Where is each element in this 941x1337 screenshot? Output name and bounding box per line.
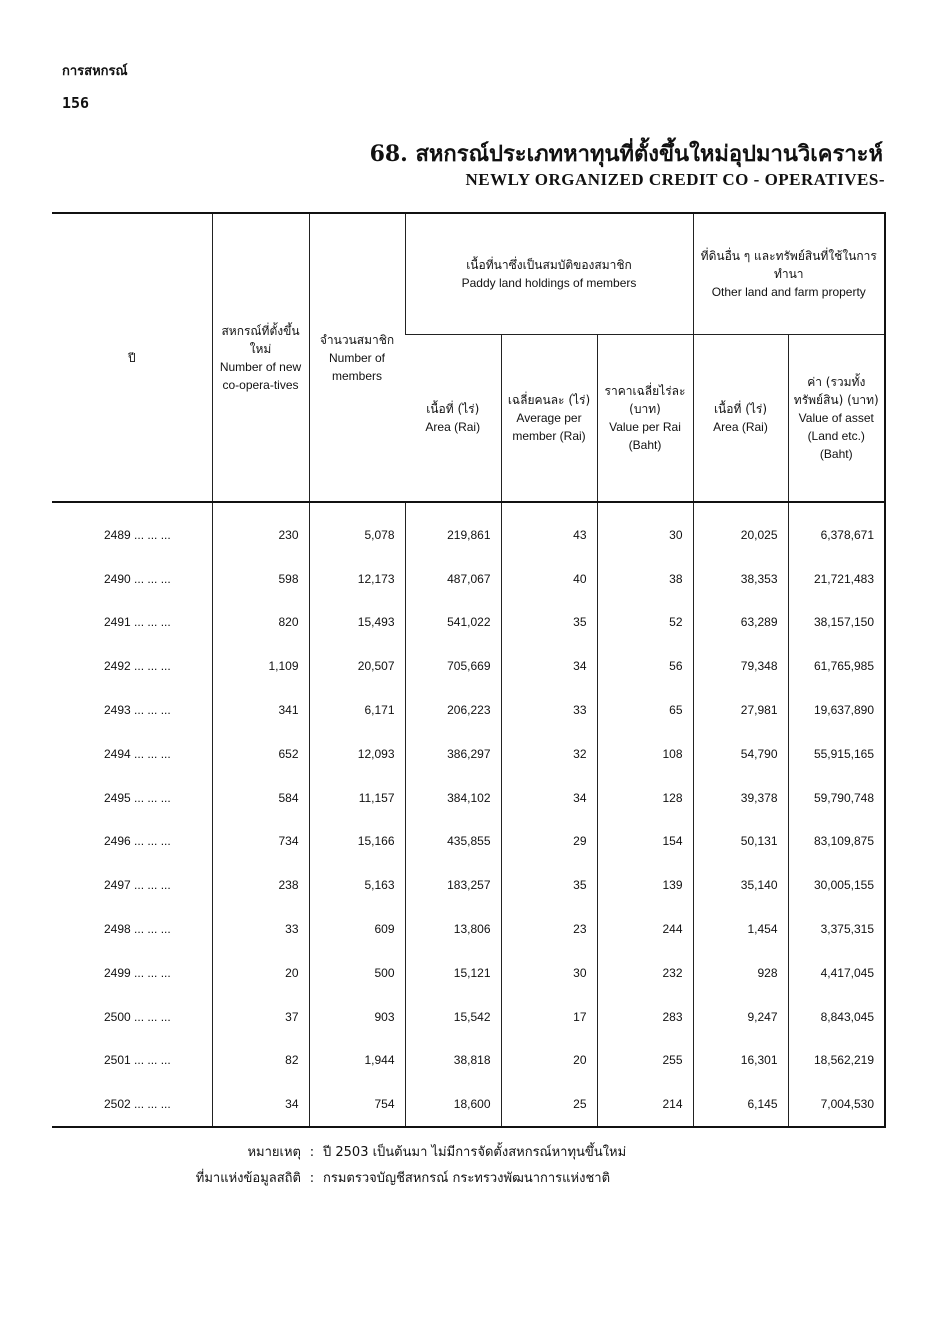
cell-value: 139 [597, 863, 693, 907]
footnote-source: ที่มาแห่งข้อมูลสถิติ : กรมตรวจบัญชีสหกรณ์ กระทรวงพัฒนาการแห่งชาติ [186, 1166, 626, 1192]
table-row [52, 1082, 884, 1127]
table-row [52, 776, 884, 820]
header-asset-value: ค่า (รวมทั้งทรัพย์สิน) (บาท) Value of asset (Land etc.) (Baht) [788, 335, 884, 503]
cell-area: 705,669 [405, 644, 501, 688]
cell-new: 37 [212, 995, 309, 1039]
cell-year: 2499 ... ... ... [104, 965, 171, 980]
cell-new: 34 [212, 1082, 309, 1127]
cell-other-area: 35,140 [693, 863, 788, 907]
section-header: การสหกรณ์ [62, 64, 128, 79]
cell-avg: 33 [501, 688, 597, 732]
cell-year: 2496 ... ... ... [104, 834, 171, 849]
cell-asset: 61,765,985 [788, 644, 884, 688]
cell-other-area: 16,301 [693, 1039, 788, 1083]
cell-other-area: 38,353 [693, 557, 788, 601]
header-other-area: เนื้อที่ (ไร่) Area (Rai) [693, 335, 788, 503]
cell-asset: 83,109,875 [788, 820, 884, 864]
cell-asset: 19,637,890 [788, 688, 884, 732]
cell-avg: 32 [501, 732, 597, 776]
footnote-note: หมายเหตุ : ปี 2503 เป็นต้นมา ไม่มีการจัดตั้งสหกรณ์หาทุนขึ้นใหม่ [186, 1140, 626, 1166]
header-new-coops: สหกรณ์ที่ตั้งขึ้นใหม่ Number of new co-opera-tives [212, 213, 309, 502]
cell-area: 18,600 [405, 1082, 501, 1127]
cell-new: 341 [212, 688, 309, 732]
cell-area: 15,542 [405, 995, 501, 1039]
cell-asset: 4,417,045 [788, 951, 884, 995]
header-other-group: ที่ดินอื่น ๆ และทรัพย์สินที่ใช้ในการทำนา Other land and farm property [693, 213, 884, 335]
cell-other-area: 50,131 [693, 820, 788, 864]
table-row [52, 513, 884, 557]
cell-value: 38 [597, 557, 693, 601]
header-members: จำนวนสมาชิก Number of members [309, 213, 405, 502]
cell-area: 15,121 [405, 951, 501, 995]
cell-value: 214 [597, 1082, 693, 1127]
table-row [52, 863, 884, 907]
cell-year: 2501 ... ... ... [104, 1053, 171, 1068]
cell-year: 2493 ... ... ... [104, 703, 171, 718]
cell-area: 13,806 [405, 907, 501, 951]
header-paddy-group: เนื้อที่นาซึ่งเป็นสมบัติของสมาชิก Paddy land holdings of members [405, 213, 693, 335]
cell-new: 652 [212, 732, 309, 776]
cell-other-area: 79,348 [693, 644, 788, 688]
table-row [52, 995, 884, 1039]
cell-asset: 55,915,165 [788, 732, 884, 776]
cell-avg: 35 [501, 601, 597, 645]
cell-area: 386,297 [405, 732, 501, 776]
cell-other-area: 54,790 [693, 732, 788, 776]
credit-cooperatives-table [52, 212, 884, 1128]
table-row [52, 907, 884, 951]
header-year: ปี [52, 213, 212, 502]
cell-other-area: 20,025 [693, 513, 788, 557]
cell-avg: 34 [501, 644, 597, 688]
cell-other-area: 39,378 [693, 776, 788, 820]
cell-year: 2502 ... ... ... [52, 1082, 212, 1127]
cell-new: 820 [212, 601, 309, 645]
cell-other-area: 9,247 [693, 995, 788, 1039]
cell-members: 500 [309, 951, 405, 995]
cell-members: 12,173 [309, 557, 405, 601]
table-row [52, 644, 884, 688]
cell-asset: 6,378,671 [788, 513, 884, 557]
cell-year: 2497 ... ... ... [104, 878, 171, 893]
note-text: ปี 2503 เป็นต้นมา ไม่มีการจัดตั้งสหกรณ์หาทุนขึ้นใหม่ [323, 1145, 627, 1160]
table-row [52, 732, 884, 776]
cell-avg: 40 [501, 557, 597, 601]
header-value-per-rai: ราคาเฉลี่ยไร่ละ (บาท) Value per Rai (Baht) [597, 335, 693, 503]
cell-value: 255 [597, 1039, 693, 1083]
cell-other-area: 6,145 [693, 1082, 788, 1127]
cell-asset: 8,843,045 [788, 995, 884, 1039]
cell-members: 15,166 [309, 820, 405, 864]
cell-year: 2498 ... ... ... [104, 922, 171, 937]
cell-value: 52 [597, 601, 693, 645]
cell-members: 609 [309, 907, 405, 951]
cell-area: 487,067 [405, 557, 501, 601]
cell-asset: 18,562,219 [788, 1039, 884, 1083]
cell-asset: 59,790,748 [788, 776, 884, 820]
statistics-table-container [52, 212, 884, 1128]
cell-avg: 20 [501, 1039, 597, 1083]
cell-new: 598 [212, 557, 309, 601]
cell-asset: 7,004,530 [788, 1082, 884, 1127]
footnotes [186, 1140, 626, 1192]
cell-new: 584 [212, 776, 309, 820]
table-row [52, 688, 884, 732]
source-text: กรมตรวจบัญชีสหกรณ์ กระทรวงพัฒนาการแห่งชาติ [323, 1171, 611, 1186]
cell-asset: 3,375,315 [788, 907, 884, 951]
cell-asset: 21,721,483 [788, 557, 884, 601]
cell-year: 2489 ... ... ... [104, 527, 171, 542]
table-row [52, 951, 884, 995]
cell-members: 15,493 [309, 601, 405, 645]
cell-other-area: 27,981 [693, 688, 788, 732]
cell-area: 219,861 [405, 513, 501, 557]
cell-members: 6,171 [309, 688, 405, 732]
cell-avg: 29 [501, 820, 597, 864]
cell-value: 128 [597, 776, 693, 820]
cell-area: 38,818 [405, 1039, 501, 1083]
cell-new: 230 [212, 513, 309, 557]
cell-year: 2495 ... ... ... [104, 790, 171, 805]
cell-avg: 34 [501, 776, 597, 820]
cell-year: 2500 ... ... ... [104, 1009, 171, 1024]
cell-area: 541,022 [405, 601, 501, 645]
cell-value: 56 [597, 644, 693, 688]
cell-members: 903 [309, 995, 405, 1039]
cell-avg: 30 [501, 951, 597, 995]
cell-new: 20 [212, 951, 309, 995]
cell-other-area: 928 [693, 951, 788, 995]
cell-avg: 25 [501, 1082, 597, 1127]
table-title-english: NEWLY ORGANIZED CREDIT CO - OPERATIVES- [465, 170, 885, 189]
cell-avg: 35 [501, 863, 597, 907]
table-row [52, 1039, 884, 1083]
cell-members: 5,163 [309, 863, 405, 907]
cell-new: 82 [212, 1039, 309, 1083]
cell-value: 30 [597, 513, 693, 557]
table-row [52, 601, 884, 645]
cell-members: 5,078 [309, 513, 405, 557]
cell-avg: 23 [501, 907, 597, 951]
cell-new: 33 [212, 907, 309, 951]
header-average-per-member: เฉลี่ยคนละ (ไร่) Average per member (Rai) [501, 335, 597, 503]
cell-value: 283 [597, 995, 693, 1039]
table-row [52, 557, 884, 601]
cell-new: 734 [212, 820, 309, 864]
cell-members: 12,093 [309, 732, 405, 776]
cell-new: 1,109 [212, 644, 309, 688]
table-row [52, 820, 884, 864]
cell-new: 238 [212, 863, 309, 907]
cell-area: 183,257 [405, 863, 501, 907]
cell-year: 2494 ... ... ... [104, 746, 171, 761]
cell-asset: 30,005,155 [788, 863, 884, 907]
cell-other-area: 63,289 [693, 601, 788, 645]
cell-area: 384,102 [405, 776, 501, 820]
cell-avg: 17 [501, 995, 597, 1039]
page-number: 156 [62, 94, 90, 112]
cell-value: 154 [597, 820, 693, 864]
cell-area: 435,855 [405, 820, 501, 864]
cell-value: 108 [597, 732, 693, 776]
cell-value: 244 [597, 907, 693, 951]
cell-year: 2490 ... ... ... [104, 571, 171, 586]
table-title-thai: 68. สหกรณ์ประเภทหาทุนที่ตั้งขึ้นใหม่อุปมานวิเคราะห์ [369, 141, 883, 167]
note-label: หมายเหตุ [247, 1145, 301, 1160]
cell-members: 1,944 [309, 1039, 405, 1083]
cell-other-area: 1,454 [693, 907, 788, 951]
cell-value: 65 [597, 688, 693, 732]
cell-year: 2492 ... ... ... [104, 659, 171, 674]
source-label: ที่มาแห่งข้อมูลสถิติ [195, 1171, 301, 1186]
cell-year: 2491 ... ... ... [104, 615, 171, 630]
cell-area: 206,223 [405, 688, 501, 732]
cell-avg: 43 [501, 513, 597, 557]
cell-members: 11,157 [309, 776, 405, 820]
cell-members: 754 [309, 1082, 405, 1127]
cell-asset: 38,157,150 [788, 601, 884, 645]
header-paddy-area: เนื้อที่ (ไร่) Area (Rai) [405, 335, 501, 503]
cell-value: 232 [597, 951, 693, 995]
cell-members: 20,507 [309, 644, 405, 688]
